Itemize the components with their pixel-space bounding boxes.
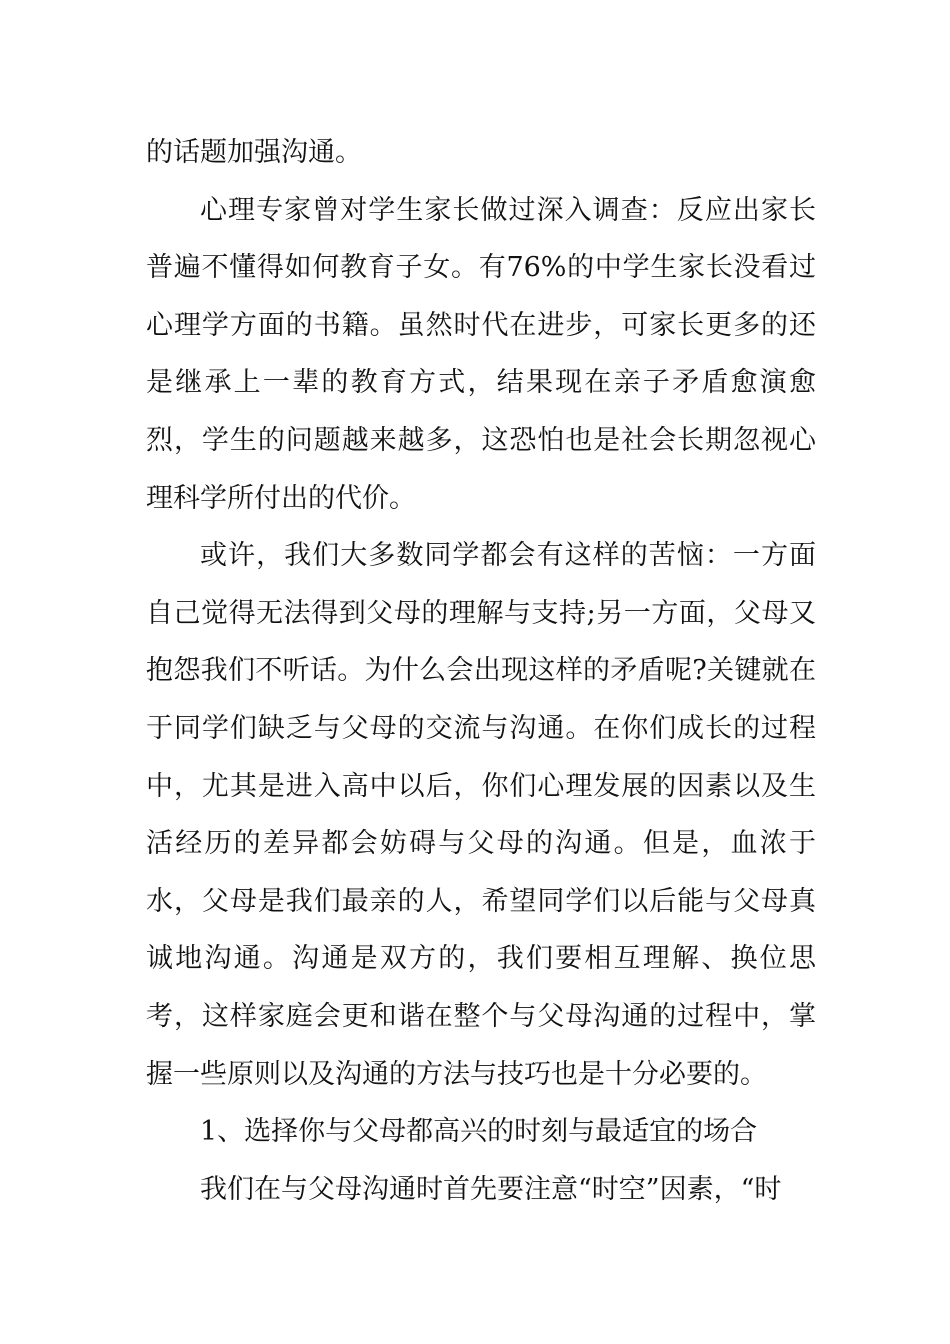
paragraph-continuation: 的话题加强沟通。 — [146, 137, 362, 168]
document-body — [146, 124, 816, 1218]
paragraph-time-space: 我们在与父母沟通时首先要注意“时空”因素，“时 — [200, 1173, 782, 1205]
paragraph-communication: 或许，我们大多数同学都会有这样的苦恼：一方面自己觉得无法得到父母的理解与支持;另一方面，父母又抱怨我们不听话。为什么会出现这样的矛盾呢?关键就在于同学们缺乏与父母的交流与沟通。在你们成长的过程中，尤其是进入高中以后，你们心理发展的因素以及生活经历的差异都会妨碍与父母的沟通。但是，血浓于水，父母是我们最亲的人，希望同学们以后能与父母真诚地沟通。沟通是双方的，我们要相互理解、换位思考，这样家庭会更和谐在整个与父母沟通的过程中，掌握一些原则以及沟通的方法与技巧也是十分必要的。 — [146, 540, 816, 1090]
section-heading: 1、选择你与父母都高兴的时刻与最适宜的场合 — [200, 1116, 758, 1148]
paragraph-survey: 心理专家曾对学生家长做过深入调查：反应出家长普遍不懂得如何教育子女。有76%的中学生家长没看过心理学方面的书籍。虽然时代在进步，可家长更多的还是继承上一辈的教育方式，结果现在亲子矛盾愈演愈烈，学生的问题越来越多，这恐怕也是社会长期忽视心理科学所付出的代价。 — [146, 194, 816, 514]
